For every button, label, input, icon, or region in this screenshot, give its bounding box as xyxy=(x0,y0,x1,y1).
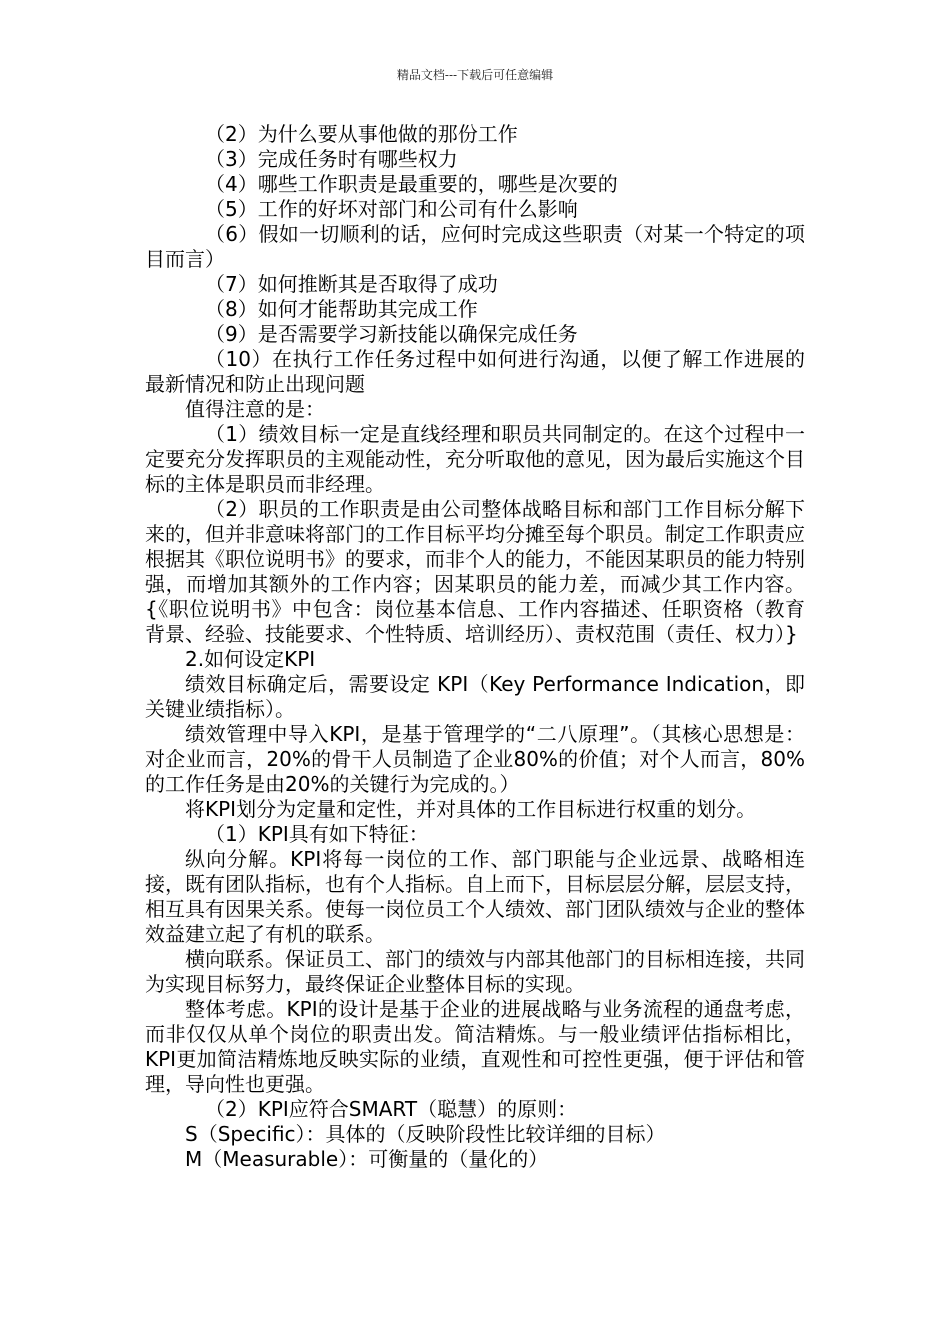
paragraph: 整体考虑。KPI的设计是基于企业的进展战略与业务流程的通盘考虑，而非仅仅从单个岗位的职责出发。简洁精炼。与一般业绩评估指标相比，KPI更加简洁精炼地反映实际的业绩，直观性和可控性更强，便于评估和管理，导向性也更强。 xyxy=(145,997,805,1096)
paragraph: 将KPI划分为定量和定性，并对具体的工作目标进行权重的划分。 xyxy=(185,797,757,821)
paragraph: （10）在执行工作任务过程中如何进行沟通，以便了解工作进展的最新情况和防止出现问题 xyxy=(145,347,805,396)
paragraph: （4）哪些工作职责是最重要的，哪些是次要的 xyxy=(205,172,618,196)
paragraph: （9）是否需要学习新技能以确保完成任务 xyxy=(205,322,578,346)
paragraph: 绩效管理中导入KPI，是基于管理学的“二八原理”。（其核心思想是：对企业而言，20%的骨干人员制造了企业80%的价值；对个人而言，80%的工作任务是由20%的关键行为完成的。） xyxy=(145,722,805,796)
section-heading: 2.如何设定KPI xyxy=(185,647,316,671)
paragraph: 绩效目标确定后，需要设定 KPI（Key Performance Indication，即关键业绩指标）。 xyxy=(145,672,805,721)
paragraph: 横向联系。保证员工、部门的绩效与内部其他部门的目标相连接，共同为实现目标努力，最终保证企业整体目标的实现。 xyxy=(145,947,805,996)
paragraph: 纵向分解。KPI将每一岗位的工作、部门职能与企业远景、战略相连接，既有团队指标，也有个人指标。自上而下，目标层层分解，层层支持，相互具有因果关系。使每一岗位员工个人绩效、部门团队绩效与企业的整体效益建立起了有机的联系。 xyxy=(145,847,805,946)
paragraph: （5）工作的好坏对部门和公司有什么影响 xyxy=(205,197,578,221)
paragraph: （8）如何才能帮助其完成工作 xyxy=(205,297,478,321)
paragraph: S（Specific）：具体的（反映阶段性比较详细的目标） xyxy=(185,1122,666,1146)
page-header: 精品文档---下载后可任意编辑 xyxy=(396,68,554,82)
paragraph: （6）假如一切顺利的话，应何时完成这些职责（对某一个特定的项目而言） xyxy=(145,222,805,271)
paragraph: 值得注意的是： xyxy=(185,397,325,421)
paragraph: （1）KPI具有如下特征： xyxy=(205,822,429,846)
paragraph: （3）完成任务时有哪些权力 xyxy=(205,147,458,171)
paragraph: （2）职员的工作职责是由公司整体战略目标和部门工作目标分解下来的，但并非意味将部门的工作目标平均分摊至每个职员。制定工作职责应根据其《职位说明书》的要求，而非个人的能力，不能因某职员的能力特别强，而增加其额外的工作内容；因某职员的能力差，而减少其工作内容。{《职位说明书》中包含：岗位基本信息、工作内容描述、任职资格（教育背景、经验、技能要求、个性特质、培训经历）、责权范围（责任、权力）} xyxy=(145,497,805,646)
paragraph: M（Measurable）：可衡量的（量化的） xyxy=(185,1147,549,1171)
paragraph: （7）如何推断其是否取得了成功 xyxy=(205,272,498,296)
document-body xyxy=(145,122,805,1172)
paragraph: （2）KPI应符合SMART（聪慧）的原则： xyxy=(205,1097,578,1121)
paragraph: （1）绩效目标一定是直线经理和职员共同制定的。在这个过程中一定要充分发挥职员的主观能动性，充分听取他的意见，因为最后实施这个目标的主体是职员而非经理。 xyxy=(145,422,805,496)
paragraph: （2）为什么要从事他做的那份工作 xyxy=(205,122,518,146)
